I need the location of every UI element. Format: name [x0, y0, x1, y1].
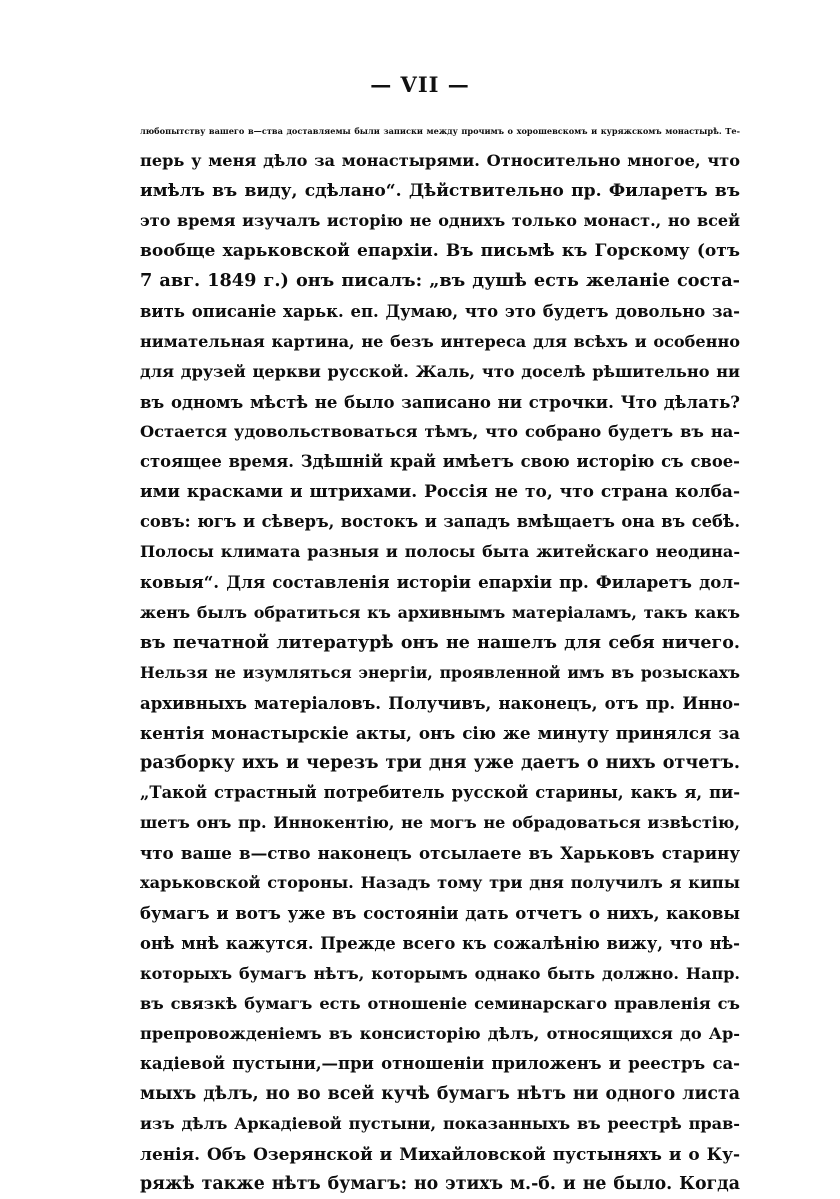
text-line: изъ дѣлъ Аркадіевой пустыни, показанныхъ въ реестрѣ прав- — [140, 1114, 740, 1134]
text-line: харьковской стороны. Назадъ тому три дня получилъ я кипы — [140, 873, 740, 893]
text-line: въ связкѣ бумагъ есть отношеніе семинарскаго правленія съ — [140, 993, 740, 1013]
text-line: которыхъ бумагъ нѣтъ, которымъ однако быть должно. Напр. — [140, 963, 740, 983]
text-line: ленія. Объ Озерянской и Михайловской пустыняхъ и о Ку- — [140, 1144, 740, 1165]
page-number: — VII — — [370, 72, 470, 97]
text-line: нимательная картина, не безъ интереса для всѣхъ и особенно — [140, 331, 740, 351]
text-line: стоящее время. Здѣшній край имѣетъ свою исторію съ свое- — [140, 452, 740, 472]
text-line: Остается удовольствоваться тѣмъ, что собрано будетъ въ на- — [140, 421, 740, 441]
text-line: это время изучалъ исторію не однихъ только монаст., но всей — [140, 211, 740, 231]
text-line: что ваше в—ство наконецъ отсылаете въ Харьковъ старину — [140, 843, 740, 864]
text-line: кадіевой пустыни,—при отношеніи приложенъ и реестръ са- — [140, 1053, 740, 1073]
text-line: вить описаніе харьк. еп. Думаю, что это будетъ довольно за- — [140, 301, 740, 321]
text-line: кентія монастырскіе акты, онъ сію же минуту принялся за — [140, 722, 740, 743]
text-line: Полосы климата разныя и полосы быта житейскаго неодина- — [140, 542, 740, 562]
text-line: архивныхъ матеріаловъ. Получивъ, наконецъ, отъ пр. Инно- — [140, 692, 740, 713]
text-line: женъ былъ обратиться къ архивнымъ матеріаламъ, такъ какъ — [140, 602, 740, 622]
text-line: препровожденіемъ въ консисторію дѣлъ, относящихся до Ар- — [140, 1023, 740, 1043]
text-line: ими красками и штрихами. Россія не то, что страна колба- — [140, 482, 740, 503]
text-line: бумагъ и вотъ уже въ состояніи дать отчетъ о нихъ, каковы — [140, 903, 740, 924]
text-line: любопытству вашего в—ства доставляемы были записки между прочимъ о хорошевскомъ и куряжскомъ монастырѣ. Те- — [140, 126, 740, 136]
text-line: онѣ мнѣ кажутся. Прежде всего къ сожалѣнію вижу, что нѣ- — [140, 933, 740, 953]
text-line: „Такой страстный потребитель русской старины, какъ я, пи- — [140, 783, 740, 803]
text-line: вообще харьковской епархіи. Въ письмѣ къ Горскому (отъ — [140, 241, 740, 262]
text-line: мыхъ дѣлъ, но во всей кучѣ бумагъ нѣтъ ни одного листа — [140, 1084, 740, 1104]
text-line: Нельзя не изумляться энергіи, проявленной имъ въ розыскахъ — [140, 662, 740, 682]
text-line: шетъ онъ пр. Иннокентію, не могъ не обрадоваться извѣстію, — [140, 813, 740, 833]
text-line: въ печатной литературѣ онъ не нашелъ для себя ничего. — [140, 632, 740, 653]
text-line: для друзей церкви русской. Жаль, что доселѣ рѣшительно ни — [140, 361, 740, 381]
text-line: совъ: югъ и сѣверъ, востокъ и западъ вмѣщаетъ она въ себѣ. — [140, 512, 740, 532]
text-line: перь у меня дѣло за монастырями. Относительно многое, что — [140, 151, 740, 171]
text-line: разборку ихъ и черезъ три дня уже даетъ о нихъ отчетъ. — [140, 751, 740, 773]
text-line: ряжѣ также нѣтъ бумагъ: но этихъ м.-б. и не было. Когда — [140, 1174, 740, 1195]
text-line: въ одномъ мѣстѣ не было записано ни строчки. Что дѣлать? — [140, 391, 740, 412]
text-line: 7 авг. 1849 г.) онъ писалъ: „въ душѣ есть желаніе соста- — [140, 270, 740, 292]
text-line: имѣлъ въ виду, сдѣлано“. Дѣйствительно пр. Филаретъ въ — [140, 181, 740, 202]
text-line: ковыя“. Для составленія исторіи епархіи пр. Филаретъ дол- — [140, 572, 740, 593]
body-text — [140, 116, 740, 1199]
